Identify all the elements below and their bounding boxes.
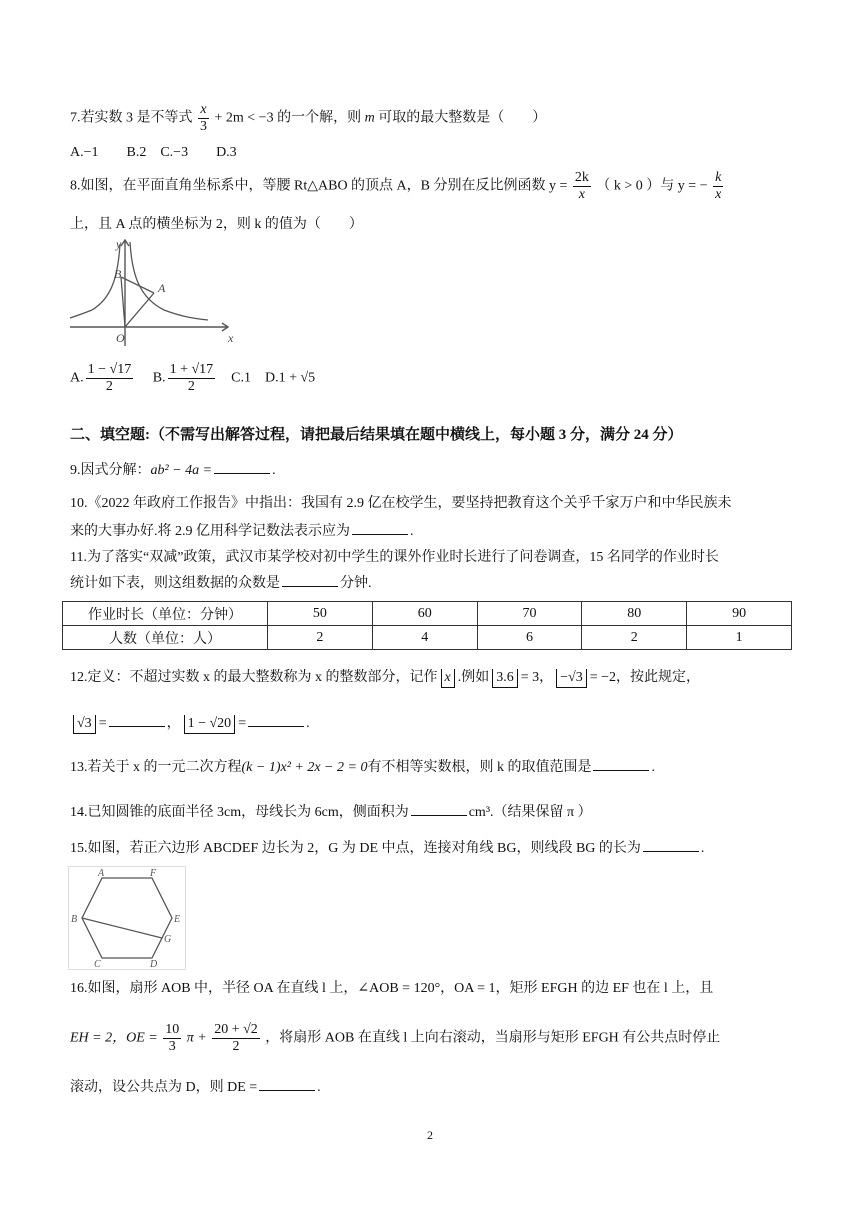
table-cell: 80 [582, 602, 687, 626]
question-8-line1: 8.如图，在平面直角坐标系中，等腰 Rt△ABO 的顶点 A，B 分别在反比例函数 y = $\frac{2k}{x}$ （ k > 0 ）与 y = − $\frac{k}{x}$ [70, 170, 722, 202]
question-12-line1: 12.定义：不超过实数 x 的最大整数称为 x 的整数部分，记作 x .例如 3.6 = 3， −√3 = −2，按此规定， [70, 667, 792, 689]
question-16-line1: 16.如图，扇形 AOB 中，半径 OA 在直线 l 上，∠AOB = 120°，OA = 1，矩形 EFGH 的边 EF 也在 l 上，且 [70, 981, 714, 996]
table-cell: 1 [687, 626, 792, 650]
table-cell: 90 [687, 602, 792, 626]
table-cell: 50 [268, 602, 373, 626]
table-row [63, 626, 792, 650]
question-14: 14.已知圆锥的底面半径 3cm，母线长为 6cm，侧面积为 cm³.（结果保留 π ） [70, 805, 592, 820]
table-row [63, 602, 792, 626]
question-15: 15.如图，若正六边形 ABCDEF 边长为 2，G 为 DE 中点，连接对角线 BG，则线段 BG 的长为 . [70, 841, 705, 856]
vertex-c-label: C [94, 959, 101, 970]
question-16-line2: EH = 2，OE = $\frac{10}{3}$ π + $\frac{20 + √2}{2}$ ，将扇形 AOB 在直线 l 上向右滚动，当扇形与矩形 EFGH 有公共点时停止 [70, 1022, 721, 1054]
question-13: 13.若关于 x 的一元二次方程(k − 1)x² + 2x − 2 = 0有不相等实数根，则 k 的取值范围是 . [70, 760, 655, 775]
y-axis-label: y [116, 237, 122, 251]
table-cell: 70 [477, 602, 582, 626]
vertex-b-label: B [71, 914, 78, 925]
point-b-label: B [114, 267, 122, 281]
table-cell: 人数（单位：人） [63, 626, 268, 650]
question-16-line3: 滚动，设公共点为 D，则 DE = . [70, 1080, 321, 1095]
table-cell: 作业时长（单位：分钟） [63, 602, 268, 626]
page-number: 2 [427, 1128, 433, 1142]
vertex-f-label: F [150, 868, 157, 879]
question-12-line2: √3 = ， 1 − √20 = . [70, 713, 792, 735]
question-8-options: A. $\frac{1 - √17}{2}$ B. $\frac{1 + √17}{2}$ C.1 D.1 + √5 [70, 362, 316, 394]
hexagon-figure [68, 866, 186, 970]
x-axis-label: x [228, 331, 234, 345]
homework-time-table [62, 601, 792, 650]
question-8-line2: 上，且 A 点的横坐标为 2，则 k 的值为（ ） [70, 217, 363, 232]
question-7-options: A.−1 B.2 C.−3 D.3 [70, 145, 237, 160]
point-a-label: A [158, 281, 166, 295]
question-10-line1: 10.《2022 年政府工作报告》中指出：我国有 2.9 亿在校学生，要坚持把教育这个关乎千家万户和中华民族未 [70, 496, 732, 511]
question-11-line2: 统计如下表，则这组数据的众数是 分钟. [70, 576, 372, 591]
table-cell: 4 [372, 626, 477, 650]
question-9: 9.因式分解：ab² − 4a = . [70, 463, 276, 478]
section-heading: 二、填空题:（不需写出解答过程，请把最后结果填在题中横线上，每小题 3 分，满分 24 分） [70, 427, 683, 443]
point-g-label: G [164, 934, 172, 945]
vertex-d-label: D [150, 959, 158, 970]
table-cell: 6 [477, 626, 582, 650]
question-7: 7.若实数 3 是不等式 $\frac{x}{3}$ + 2m < −3 的一个解，则 m 可取的最大整数是（ ） [70, 102, 547, 134]
table-cell: 2 [268, 626, 373, 650]
table-cell: 2 [582, 626, 687, 650]
table-cell: 60 [372, 602, 477, 626]
fraction: $\frac{x}{3}$ [200, 102, 207, 134]
vertex-e-label: E [174, 914, 181, 925]
origin-label: O [116, 331, 125, 345]
question-11-line1: 11.为了落实“双减”政策，武汉市某学校对初中学生的课外作业时长进行了问卷调查，15 名同学的作业时长 [70, 550, 719, 565]
question-10-line2: 来的大事办好.将 2.9 亿用科学记数法表示应为 . [70, 524, 414, 539]
hyperbola-graph [68, 236, 236, 348]
vertex-a-label: A [98, 868, 105, 879]
